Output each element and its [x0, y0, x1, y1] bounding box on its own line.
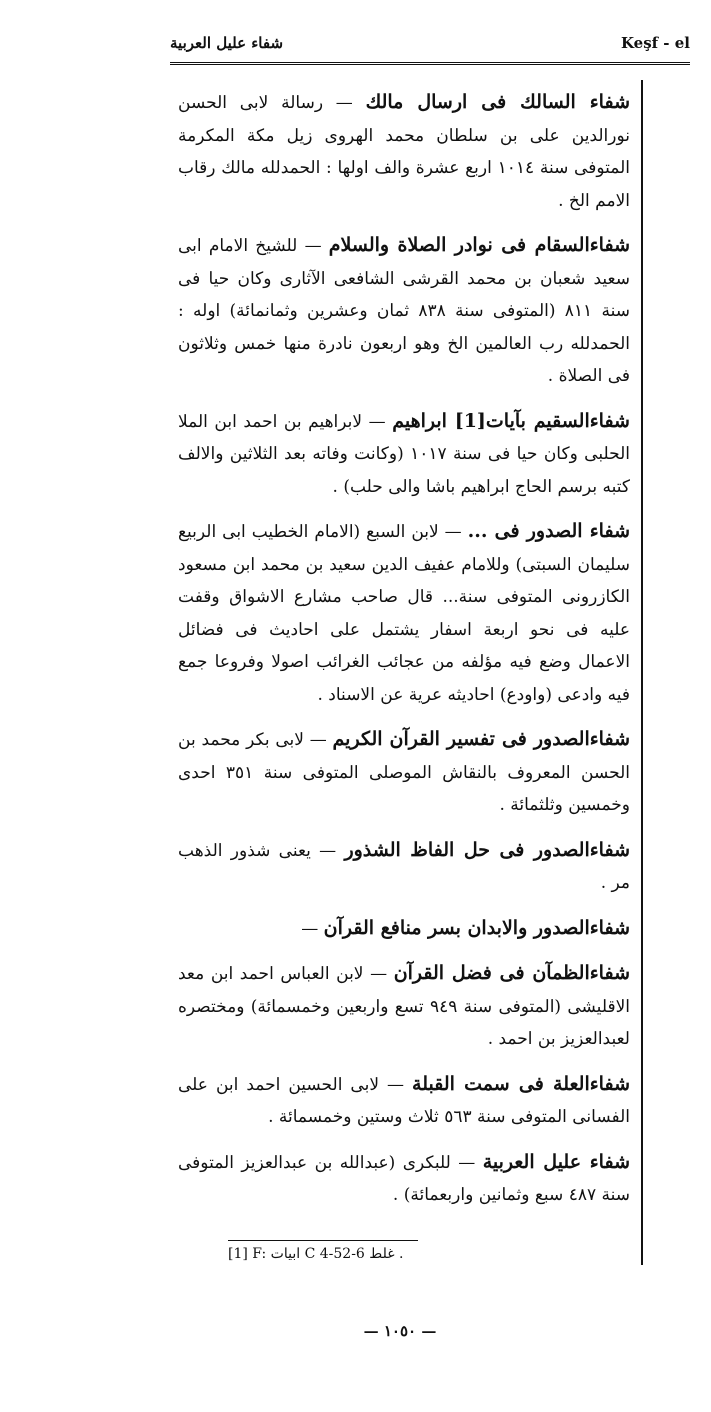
entry-4: [178, 515, 630, 711]
page-number: — ١٠٥٠ —: [363, 1322, 437, 1340]
footnote: [1] F: ابيات C 4-52-6 غلط .: [228, 1246, 404, 1262]
entry-3: [178, 405, 630, 504]
entry-title: شفاء السالك فى ارسال مالك: [365, 91, 630, 113]
margin-rule: [641, 80, 643, 1265]
entry-7: [178, 912, 630, 946]
entry-text: — رسالة لابى الحسن نورالدين على بن سلطان محمد الهروى زيل مكة المكرمة المتوفى سنة ١٠١٤ اربع عشرة والف اولها : الحمدلله مالك رقاب الامم الخ .: [178, 93, 630, 211]
entry-title: شفاء الصدور فى ...: [467, 520, 631, 542]
entry-title: شفاءالصدور فى تفسير القرآن الكريم: [332, 728, 630, 750]
entry-1: [178, 86, 630, 217]
header-rule: [170, 62, 690, 65]
footnote-rule: [228, 1240, 418, 1241]
entry-2: [178, 229, 630, 393]
entry-8: [178, 957, 630, 1056]
entry-text: — للشيخ الامام ابى سعيد شعبان بن محمد القرشى الشافعى الآثارى وكان حيا فى سنة ٨١١ (المتوفى سنة ٨٣٨ ثمان وعشرين وثمانمائة) اوله : الحمدلله رب العالمين الخ وهو اربعون نادرة منها خمس وثلاثون فى الصلاة .: [178, 236, 630, 386]
running-title: شفاء عليل العربية: [170, 34, 284, 52]
entry-5: [178, 723, 630, 822]
entry-title: شفاءالسقام فى نوادر الصلاة والسلام: [328, 234, 631, 256]
entry-title: شفاءالصدور فى حل الفاظ الشذور: [344, 838, 630, 861]
entries-column: [178, 86, 630, 1224]
entry-text: —: [301, 918, 324, 939]
running-head: [170, 30, 690, 60]
entry-text: — لابى الحسين احمد ابن على الفسانى المتوفى سنة ٥٦٣ ثلاث وستين وخمسمائة .: [178, 1074, 630, 1127]
entry-title: شفاءالظمآن فى فضل القرآن: [393, 962, 630, 984]
entry-6: [178, 834, 630, 900]
entry-title: شفاءالصدور والابدان بسر منافع القرآن: [323, 916, 630, 939]
entry-title: شفاءالعلة فى سمت القبلة: [412, 1072, 630, 1095]
entry-title: شفاءالسقيم بآيات[1] ابراهيم: [392, 409, 630, 432]
entry-text: — لابن العباس احمد ابن معد الاقليشى (المتوفى سنة ٩٤٩ تسع واربعين وخمسمائة) ومختصره لعبدالعزيز بن احمد .: [178, 964, 630, 1049]
entry-text: — يعنى شذور الذهب مر .: [178, 840, 630, 893]
entry-text: — للبكرى (عبدالله بن عبدالعزيز المتوفى سنة ٤٨٧ سبع وثمانين واربعمائة) .: [178, 1152, 630, 1205]
entry-9: [178, 1068, 630, 1134]
entry-text: — لابراهيم بن احمد ابن الملا الحلبى وكان حيا فى سنة ١٠١٧ (وكانت وفاته بعد الثلاثين والالف كتبه برسم الحاج ابراهيم باشا والى حلب) .: [178, 411, 630, 497]
entry-text: — لابن السبع (الامام الخطيب ابى الربيع سليمان السبتى) وللامام عفيف الدين سعيد بن محمد ابن مسعود الكازرونى المتوفى سنة... قال صاحب مشارع الاشواق وقفت عليه فى نحو اربعة اسفار يشتمل على احاديث فى فضائل الاعمال وضع فيه مؤلفه من عجائب الغرائب اصولا وفروعا جمع فيه وادعى (واودع) احاديثه عرية عن الاسناد .: [178, 522, 630, 705]
entry-10: [178, 1146, 630, 1212]
running-signature: Keşf - el: [620, 34, 690, 52]
entry-text: — لابى بكر محمد بن الحسن المعروف بالنقاش الموصلى المتوفى سنة ٣٥١ احدى وخمسين وثلثمائة .: [178, 730, 630, 815]
entry-title: شفاء عليل العربية: [482, 1150, 630, 1173]
